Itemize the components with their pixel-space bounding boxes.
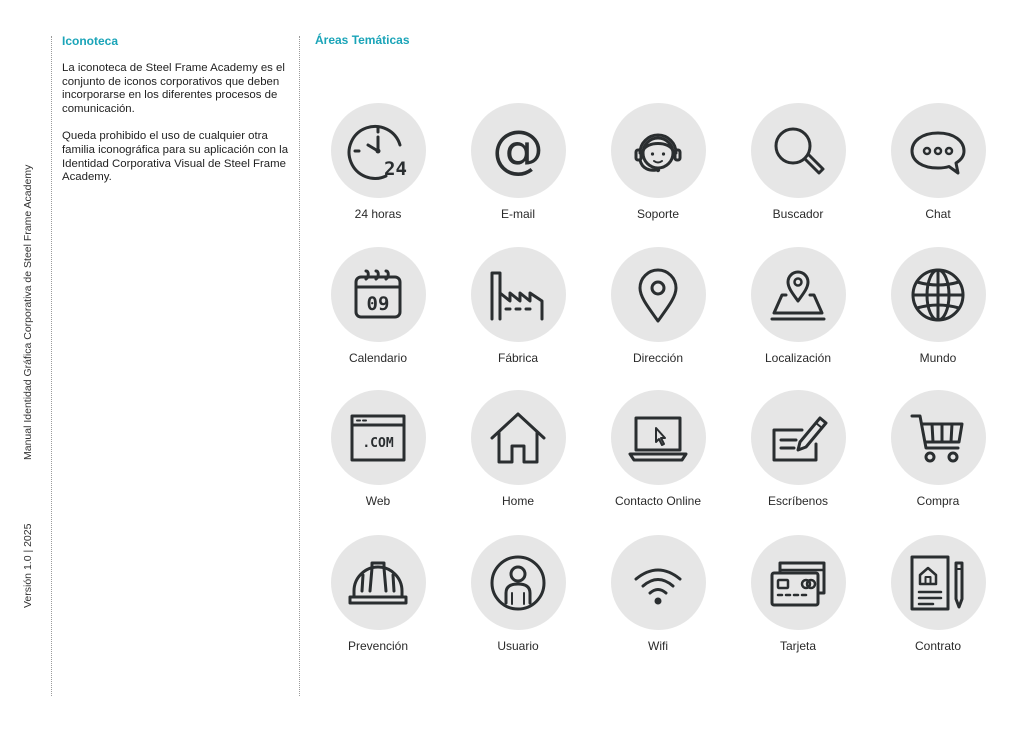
icon-label: 24 horas xyxy=(354,207,402,221)
write-pencil-icon xyxy=(751,390,846,485)
icon-label: Contrato xyxy=(914,639,962,653)
icon-tile-buscador xyxy=(728,103,868,221)
browser-window-icon xyxy=(331,390,426,485)
icon-tile-prevencion xyxy=(308,535,448,653)
icon-label: Mundo xyxy=(919,351,957,365)
shopping-cart-icon xyxy=(891,390,986,485)
icon-label: Soporte xyxy=(636,207,680,221)
icon-label: Usuario xyxy=(497,639,539,653)
icon-tile-email xyxy=(448,103,588,221)
icon-tile-mundo xyxy=(868,247,1008,365)
svg-text:24: 24 xyxy=(384,157,407,180)
icon-label: Escríbenos xyxy=(767,494,829,508)
svg-text:.COM: .COM xyxy=(362,435,394,451)
icon-tile-calendario xyxy=(308,247,448,365)
icon-tile-tarjeta xyxy=(728,535,868,653)
intro-title: Iconoteca xyxy=(62,34,119,48)
icon-tile-contacto-online xyxy=(588,390,728,508)
icon-tile-24-horas xyxy=(308,103,448,221)
hard-hat-icon xyxy=(331,535,426,630)
intro-paragraph-2: Queda prohibido el uso de cualquier otra familia iconográfica para su aplicación con la Identidad Corporativa Visual de Steel Frame Academy. xyxy=(62,130,289,184)
location-map-icon xyxy=(751,247,846,342)
icon-tile-web xyxy=(308,390,448,508)
icon-label: Dirección xyxy=(632,351,683,365)
icon-tile-wifi xyxy=(588,535,728,653)
factory-icon xyxy=(471,247,566,342)
icon-label: Calendario xyxy=(348,351,408,365)
icon-tile-localizacion xyxy=(728,247,868,365)
version-label-vertical: Versión 1.0 | 2025 xyxy=(22,523,34,608)
icon-tile-fabrica xyxy=(448,247,588,365)
manual-title-vertical: Manual Identidad Gráfica Corporativa de Steel Frame Academy xyxy=(22,164,34,460)
magnifier-icon xyxy=(751,103,846,198)
icon-label: Contacto Online xyxy=(614,494,702,508)
icon-label: Fábrica xyxy=(497,351,538,365)
svg-text:@: @ xyxy=(492,119,544,180)
calendar-icon xyxy=(331,247,426,342)
wifi-icon xyxy=(611,535,706,630)
icon-label: Home xyxy=(501,494,534,508)
icon-label: Web xyxy=(365,494,391,508)
icon-label: Buscador xyxy=(772,207,824,221)
laptop-cursor-icon xyxy=(611,390,706,485)
icon-label: Wifi xyxy=(648,639,668,653)
icon-tile-escribenos xyxy=(728,390,868,508)
icon-tile-usuario xyxy=(448,535,588,653)
middle-divider xyxy=(299,36,300,696)
map-pin-icon xyxy=(611,247,706,342)
icon-tile-contrato xyxy=(868,535,1008,653)
icon-label: Prevención xyxy=(347,639,409,653)
icon-tile-soporte xyxy=(588,103,728,221)
headset-support-icon xyxy=(611,103,706,198)
globe-icon xyxy=(891,247,986,342)
contract-document-icon xyxy=(891,535,986,630)
icon-tile-home xyxy=(448,390,588,508)
icon-tile-direccion xyxy=(588,247,728,365)
left-divider xyxy=(51,36,52,696)
areas-title: Áreas Temáticas xyxy=(315,33,410,47)
icon-label: Chat xyxy=(925,207,951,221)
icon-label: Tarjeta xyxy=(779,639,817,653)
icon-label: Compra xyxy=(916,494,960,508)
credit-card-icon xyxy=(751,535,846,630)
icon-label: E-mail xyxy=(500,207,535,221)
intro-text xyxy=(62,62,290,199)
svg-text:09: 09 xyxy=(366,292,390,315)
icon-tile-chat xyxy=(868,103,1008,221)
at-sign-icon xyxy=(471,103,566,198)
icon-tile-compra xyxy=(868,390,1008,508)
icon-label: Localización xyxy=(764,351,832,365)
intro-paragraph-1: La iconoteca de Steel Frame Academy es el conjunto de iconos corporativos que deben incorporarse en los diferentes procesos de comunicación. xyxy=(62,62,285,115)
clock-24-icon xyxy=(331,103,426,198)
house-icon xyxy=(471,390,566,485)
user-circle-icon xyxy=(471,535,566,630)
chat-bubble-icon xyxy=(891,103,986,198)
